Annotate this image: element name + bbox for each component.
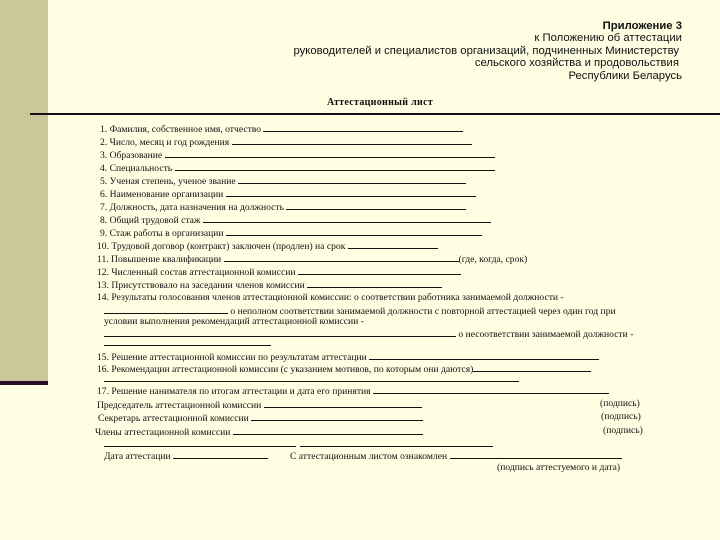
- appendix-number: Приложение 3: [602, 20, 682, 32]
- field-education: 3. Образование: [100, 148, 495, 162]
- appendix-line-4: сельского хозяйства и продовольствия: [474, 57, 679, 70]
- contract-term-input[interactable]: [348, 239, 438, 249]
- field-employer-decision: 17. Решение нанимателя по итогам аттестации и дата его принятия: [97, 384, 609, 398]
- signature-members: Члены аттестационной комиссии: [95, 425, 423, 439]
- organization-input[interactable]: [226, 187, 476, 197]
- chairman-signature-caption: (подпись): [600, 398, 640, 409]
- field-recommendations: 16. Рекомендации аттестационной комиссии (с указанием мотивов, по которым они даются): [97, 362, 591, 376]
- field-birth-date: 2. Число, месяц и год рождения: [100, 135, 472, 149]
- field-members-present: 13. Присутствовало на заседании членов комиссии: [97, 278, 442, 292]
- recommendations-continuation-input[interactable]: [104, 381, 519, 382]
- field-academic-degree: 5. Ученая степень, ученое звание: [100, 174, 466, 188]
- chairman-signature-input[interactable]: [264, 398, 422, 408]
- position-input[interactable]: [286, 200, 466, 210]
- recommendations-input[interactable]: [473, 362, 591, 372]
- title-divider: [30, 113, 720, 115]
- appendix-line-2: к Положению об аттестации: [534, 32, 682, 45]
- appendix-line-5: Республики Беларусь: [568, 69, 682, 82]
- acquainted-field: С аттестационным листом ознакомлен: [290, 449, 622, 463]
- sidebar-decoration: [0, 0, 48, 381]
- compliance-votes-input[interactable]: [104, 304, 228, 314]
- members-signature-caption: (подпись): [603, 425, 643, 436]
- sidebar-accent-bar: [0, 381, 48, 385]
- appendix-header: [293, 20, 682, 82]
- total-experience-input[interactable]: [203, 213, 491, 223]
- non-compliance-votes-input[interactable]: [104, 345, 271, 346]
- field-org-experience: 9. Стаж работы в организации: [100, 226, 482, 240]
- signature-secretary: Секретарь аттестационной комиссии: [98, 411, 423, 425]
- secretary-signature-input[interactable]: [251, 411, 423, 421]
- signature-chairman: Председатель аттестационной комиссии: [97, 398, 422, 412]
- secretary-signature-caption: (подпись): [601, 411, 641, 422]
- members-present-input[interactable]: [307, 278, 442, 288]
- field-commission-size: 12. Численный состав аттестационной комиссии: [97, 265, 461, 279]
- acquainted-signature-input[interactable]: [450, 449, 622, 459]
- academic-degree-input[interactable]: [238, 174, 466, 184]
- voting-results-line-1: 14. Результаты голосования членов аттестационной комиссии: о соответствии работника занимаемой должности -: [97, 292, 564, 303]
- members-signature-input[interactable]: [233, 425, 423, 435]
- acquainted-signature-caption: (подпись аттестуемого и дата): [497, 462, 621, 473]
- voting-results-line-2: о неполном соответствии занимаемой должности с повторной аттестацией через один год при: [104, 304, 616, 318]
- birth-date-input[interactable]: [232, 135, 472, 145]
- education-input[interactable]: [165, 148, 495, 158]
- commission-size-input[interactable]: [298, 265, 461, 275]
- full-name-input[interactable]: [263, 122, 463, 132]
- field-position: 7. Должность, дата назначения на должность: [100, 200, 466, 214]
- member-signature-line-2[interactable]: [300, 446, 493, 447]
- member-signature-line-1[interactable]: [104, 446, 296, 447]
- qualification-input[interactable]: [224, 252, 459, 262]
- attestation-date: Дата аттестации: [104, 449, 268, 463]
- commission-decision-input[interactable]: [369, 350, 599, 360]
- field-specialty: 4. Специальность: [100, 161, 495, 175]
- org-experience-input[interactable]: [226, 226, 482, 236]
- field-qualification: 11. Повышение квалификации (где, когда, срок): [97, 254, 528, 265]
- field-commission-decision: 15. Решение аттестационной комиссии по результатам аттестации: [97, 350, 599, 364]
- employer-decision-input[interactable]: [373, 384, 609, 394]
- appendix-line-3: руководителей и специалистов организаций, подчиненных Министерству: [293, 44, 679, 57]
- attestation-date-input[interactable]: [173, 449, 268, 459]
- field-total-experience: 8. Общий трудовой стаж: [100, 213, 491, 227]
- partial-compliance-votes-input[interactable]: [104, 327, 456, 337]
- field-organization: 6. Наименование организации: [100, 187, 476, 201]
- field-full-name: 1. Фамилия, собственное имя, отчество: [100, 122, 463, 136]
- voting-results-line-4: о несоответствии занимаемой должности -: [104, 327, 633, 341]
- specialty-input[interactable]: [175, 161, 495, 171]
- document-title: Аттестационный лист: [326, 97, 434, 108]
- field-contract-term: 10. Трудовой договор (контракт) заключен (продлен) на срок: [97, 239, 438, 253]
- voting-results-line-3: условии выполнения рекомендаций аттестационной комиссии -: [104, 316, 364, 327]
